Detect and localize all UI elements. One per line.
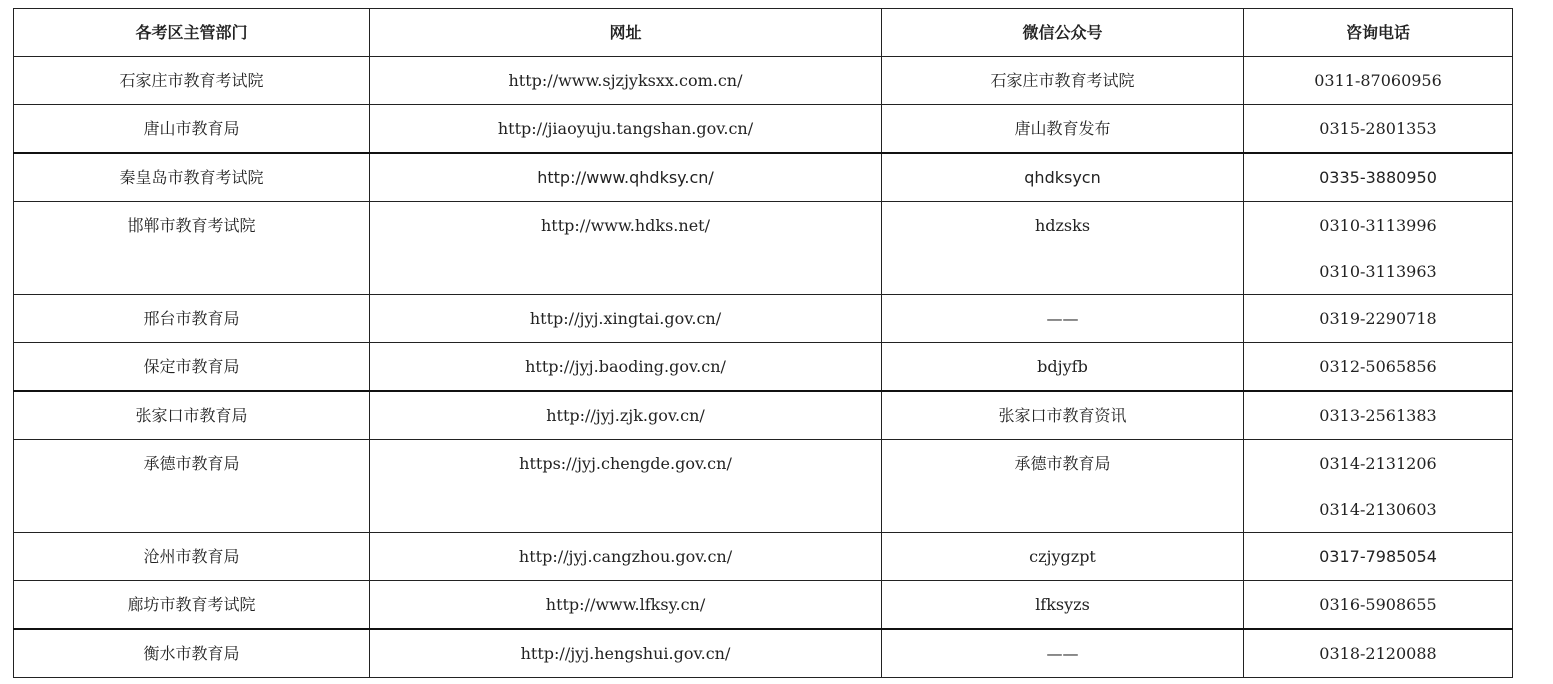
website-link[interactable]: http://jyj.cangzhou.gov.cn/ [370, 533, 882, 581]
phone-cell: 0312-5065856 [1244, 343, 1513, 392]
department-cell: 廊坊市教育考试院 [14, 581, 370, 630]
phone-cell: 0319-2290718 [1244, 295, 1513, 343]
wechat-cell: lfksyzs [882, 581, 1244, 630]
department-cell: 唐山市教育局 [14, 105, 370, 154]
phone-line: 0314-2130603 [1319, 500, 1437, 519]
table-row [14, 202, 1513, 295]
website-link[interactable]: http://www.lfksy.cn/ [370, 581, 882, 630]
department-cell: 邯郸市教育考试院 [14, 202, 370, 295]
wechat-cell: hdzsks [882, 202, 1244, 295]
header-phone: 咨询电话 [1244, 9, 1513, 57]
department-cell: 石家庄市教育考试院 [14, 57, 370, 105]
wechat-cell: —— [882, 295, 1244, 343]
website-link[interactable]: http://jyj.baoding.gov.cn/ [370, 343, 882, 392]
department-cell: 邢台市教育局 [14, 295, 370, 343]
website-link[interactable]: http://jyj.xingtai.gov.cn/ [370, 295, 882, 343]
wechat-cell: czjygzpt [882, 533, 1244, 581]
website-link[interactable]: http://jiaoyuju.tangshan.gov.cn/ [370, 105, 882, 154]
table-row [14, 391, 1513, 440]
phone-cell: 0316-5908655 [1244, 581, 1513, 630]
table-row [14, 533, 1513, 581]
phone-cell: 0335-3880950 [1244, 153, 1513, 202]
wechat-cell: qhdksycn [882, 153, 1244, 202]
phone-cell: 0318-2120088 [1244, 629, 1513, 678]
department-cell: 张家口市教育局 [14, 391, 370, 440]
table-row [14, 629, 1513, 678]
wechat-cell: bdjyfb [882, 343, 1244, 392]
department-cell: 承德市教育局 [14, 440, 370, 533]
phone-line: 0314-2131206 [1319, 454, 1437, 473]
exam-contacts-table [13, 8, 1513, 678]
phone-cell: 0311-87060956 [1244, 57, 1513, 105]
phone-line: 0310-3113963 [1319, 262, 1437, 281]
wechat-cell: —— [882, 629, 1244, 678]
website-link[interactable]: http://jyj.hengshui.gov.cn/ [370, 629, 882, 678]
phone-cell: 0313-2561383 [1244, 391, 1513, 440]
table-header-row [14, 9, 1513, 57]
website-link[interactable]: https://jyj.chengde.gov.cn/ [370, 440, 882, 533]
department-cell: 衡水市教育局 [14, 629, 370, 678]
table-row [14, 440, 1513, 533]
table-row [14, 343, 1513, 392]
website-link[interactable]: http://www.hdks.net/ [370, 202, 882, 295]
department-cell: 沧州市教育局 [14, 533, 370, 581]
department-cell: 保定市教育局 [14, 343, 370, 392]
wechat-cell: 唐山教育发布 [882, 105, 1244, 154]
header-wechat: 微信公众号 [882, 9, 1244, 57]
table-row [14, 57, 1513, 105]
table-row [14, 105, 1513, 154]
wechat-cell: 张家口市教育资讯 [882, 391, 1244, 440]
wechat-cell: 承德市教育局 [882, 440, 1244, 533]
table-row [14, 295, 1513, 343]
wechat-cell: 石家庄市教育考试院 [882, 57, 1244, 105]
header-website: 网址 [370, 9, 882, 57]
phone-line: 0310-3113996 [1319, 216, 1437, 235]
phone-cell [1244, 202, 1513, 295]
phone-cell [1244, 440, 1513, 533]
phone-cell: 0315-2801353 [1244, 105, 1513, 154]
table-row [14, 153, 1513, 202]
website-link[interactable]: http://www.qhdksy.cn/ [370, 153, 882, 202]
department-cell: 秦皇岛市教育考试院 [14, 153, 370, 202]
table-row [14, 581, 1513, 630]
website-link[interactable]: http://www.sjzjyksxx.com.cn/ [370, 57, 882, 105]
website-link[interactable]: http://jyj.zjk.gov.cn/ [370, 391, 882, 440]
header-department: 各考区主管部门 [14, 9, 370, 57]
phone-cell: 0317-7985054 [1244, 533, 1513, 581]
